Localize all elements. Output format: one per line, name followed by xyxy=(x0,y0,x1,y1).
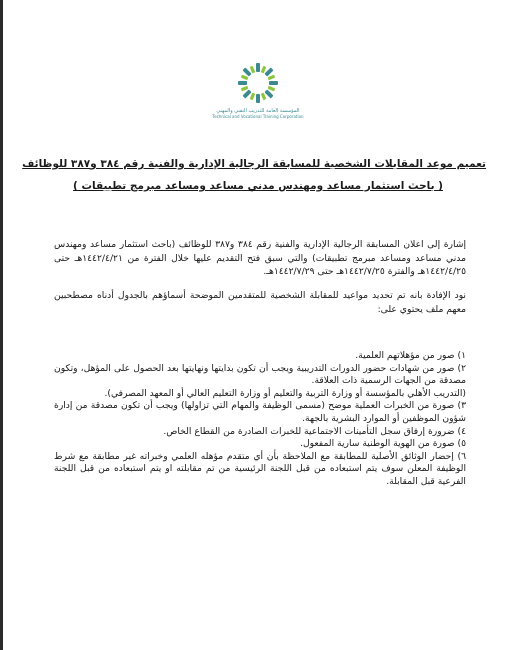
tvtc-logo-icon xyxy=(235,60,281,106)
organization-logo xyxy=(0,60,516,119)
requirement-item: ٤) ضرورة إرفاق سجل التأمينات الاجتماعية للخبرات الصادرة من القطاع الخاص. xyxy=(163,425,466,437)
organization-name-english: Technical and Vocational Training Corporation xyxy=(212,114,304,119)
document-subtitle: ( باحث استثمار مساعد ومهندس مدني مساعد ومساعد مبرمج تطبيقات ) xyxy=(73,180,443,192)
requirement-item: ٥) صورة من الهوية الوطنية سارية المفعول. xyxy=(300,438,466,450)
requirements-list xyxy=(54,350,466,489)
requirement-item: (التدريب الأهلي بالمؤسسة أو وزارة التربية والتعليم أو وزارة التعليم العالي أو المعهد المصرفي). xyxy=(104,387,466,399)
intro-paragraph: إشارة إلى اعلان المسابقة الرجالية الإدارية والفنية رقم ٣٨٤ و٣٨٧ للوظائف (باحث استثمار مساعد ومهندس مدني مساعد ومساعد مبرمج تطبيقات) والتي سبق فتح التقديم عليها خلال الفترة من ١٤٤٢/٤/٢١هـ حتى ١٤٤٢/٤/٢٥هـ والفترة ١٤٤٢/٧/٢٥هـ حتى ١٤٤٢/٧/٢٩هـ. xyxy=(54,239,467,278)
document-title: تعميم موعد المقابلات الشخصية للمسابقة الرجالية الإدارية والفنية رقم ٣٨٤ و٣٨٧ للوظائف xyxy=(22,158,486,170)
requirement-item: ١) صور من مؤهلاتهم العلمية. xyxy=(355,350,466,361)
requirement-item: ٦) إحضار الوثائق الأصلية للمطابقة مع الملاحظة بأن أي متقدم مؤهله العلمي وخبراته غير مطابقة مع شرط الوظيفة المعلن سوف يتم استبعاده من قبل اللجنة الرئيسية من تم مقابلته او يتم استبعاده من قبل اللجنة الفرعية قبل المقابلة. xyxy=(54,450,466,487)
requirement-item: ٣) صورة من الخبرات العملية موضح (مسمى الوظيفة والمهام التي تزاولها) ويجب أن تكون مصدقة من إدارة شؤون الموظفين أو الموارد البشرية بالجهة. xyxy=(54,400,466,424)
requirement-item: ٢) صور من شهادات حضور الدورات التدريبية ويجب أن تكون بدايتها ونهايتها بعد الحصول على المؤهل، وتكون مصدقة من الجهات الرسمية ذات العلاقة. xyxy=(54,362,466,387)
organization-name-arabic: المؤسسة العامة للتدريب التقني والمهني xyxy=(216,108,300,114)
notice-paragraph: نود الإفادة بانه تم تحديد مواعيد للمقابلة الشخصية للمتقدمين الموضحة أسماؤهم بالجدول أدناه مصطحبين معهم ملف يحتوي على: xyxy=(54,290,466,315)
